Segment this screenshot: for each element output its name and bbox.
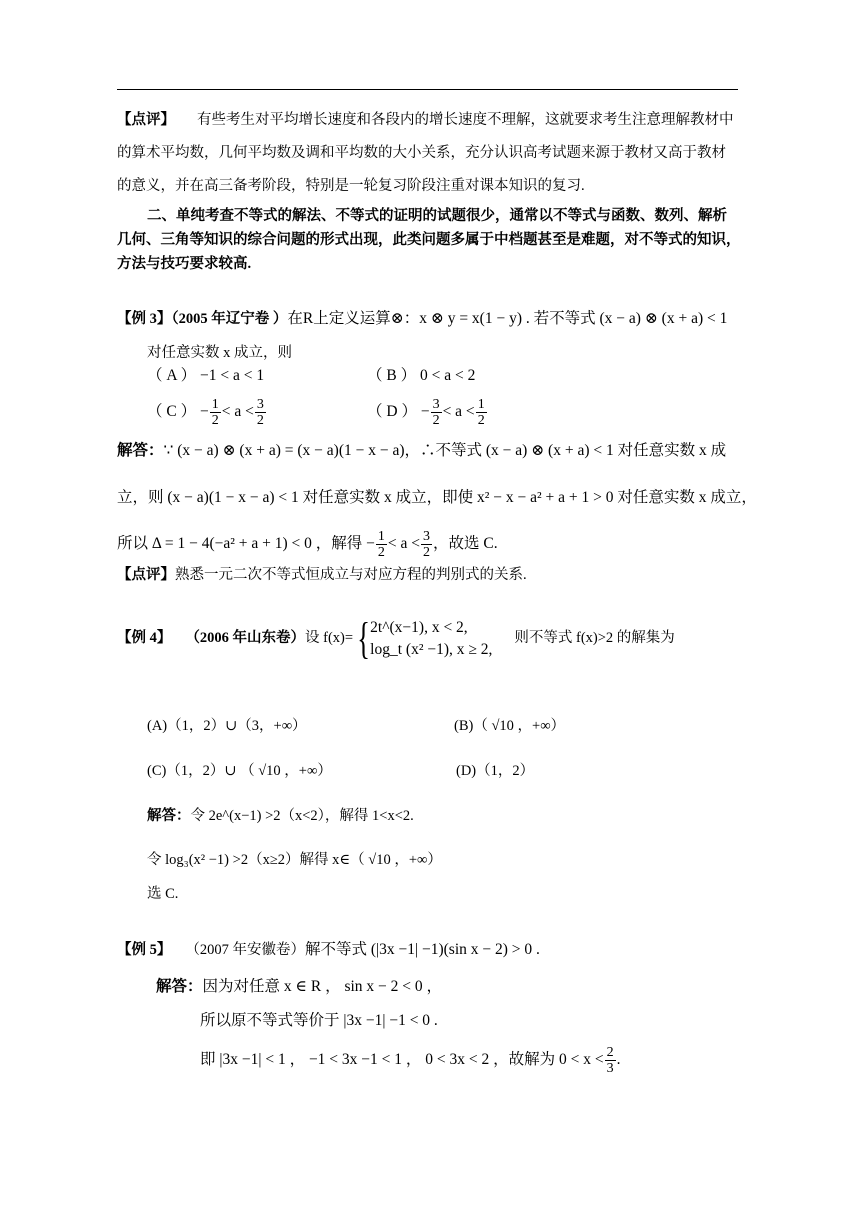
example-4-solution-line-2: 令 log₃(x² −1) >2（x≥2）解得 x∈（ √10 ，+∞） xyxy=(147,852,442,868)
example-4-solution-line-1: 解答：令 2e^(x−1) >2（x<2），解得 1<x<2. xyxy=(147,808,414,824)
option-b: （ B ） 0 < a < 2 xyxy=(367,367,476,384)
section-heading-line-1: 二、单纯考查不等式的解法、不等式的证明的试题很少，通常以不等式与函数、数列、解析 xyxy=(147,208,727,224)
example-5-solution-line-1: 解答：因为对任意 x ∈ R ， sin x − 2 < 0 ， xyxy=(156,978,443,995)
example-5-question: 【例 5】 （2007 年安徽卷）解不等式 (|3x −1| −1)(sin x − 2) > 0 . xyxy=(117,941,540,958)
example-3-question: 【例 3】（2005 年辽宁卷 ）在R上定义运算⊗：x ⊗ y = x(1 − y) . 若不等式 (x − a) ⊗ (x + a) < 1 xyxy=(117,310,728,327)
example-4-option-c: (C)（1，2）∪ （ √10 ，+∞） xyxy=(147,763,332,779)
example-3-question-line-2: 对任意实数 x 成立，则 xyxy=(147,345,292,361)
comment-tag: 【点评】 xyxy=(117,567,175,583)
example-4-question: 【例 4】 （2006 年山东卷）设 f(x)={ 2t^(x−1), x < 2, log_t (x² −1), x ≥ 2, 则不等式 f(x)>2 的解集为 xyxy=(117,613,675,663)
example-5-solution-line-3: 即 |3x −1| < 1 ， −1 < 3x −1 < 1 ， 0 < 3x < 2 ，故解为 0 < x < $\frac{2}{3}$ . xyxy=(200,1044,621,1076)
section-heading-line-3: 方法与技巧要求较高. xyxy=(117,256,252,272)
example-5-source: （2007 年安徽卷） xyxy=(185,942,305,958)
option-a: （ A ） −1 < a < 1 xyxy=(147,367,265,384)
example-4-option-a: (A)（1，2）∪（3，+∞） xyxy=(147,718,307,734)
example-3-solution-line-1: 解答：∵ (x − a) ⊗ (x + a) = (x − a)(1 − x − a)，∴不等式 (x − a) ⊗ (x + a) < 1 对任意实数 x 成 xyxy=(117,442,727,459)
comment-line-2: 的算术平均数，几何平均数及调和平均数的大小关系，充分认识高考试题来源于教材又高于教材 xyxy=(117,145,726,161)
header-rule xyxy=(117,89,738,90)
fraction: $\frac{3}{2}$ xyxy=(423,528,431,560)
comment-tag: 【点评】 xyxy=(117,112,175,128)
option-c: （ C ） − $\frac{1}{2}$ < a < $\frac{3}{2}$ xyxy=(147,396,264,428)
example-4-tag: 【例 4】 xyxy=(117,630,172,646)
example-4-option-b: (B)（ √10 ，+∞） xyxy=(454,718,566,734)
fraction: $\frac{3}{2}$ xyxy=(432,396,440,428)
example-3-solution-line-2: 立，则 (x − a)(1 − x − a) < 1 对任意实数 x 成立，即使 x² − x − a² + a + 1 > 0 对任意实数 x 成立， xyxy=(117,489,757,506)
section-heading-line-2: 几何、三角等知识的综合问题的形式出现，此类问题多属于中档题甚至是难题，对不等式的知识， xyxy=(117,232,741,248)
example-4-option-d: (D)（1，2） xyxy=(456,763,535,779)
solution-tag: 解答： xyxy=(117,442,164,459)
comment-line-3: 的意义，并在高三备考阶段，特别是一轮复习阶段注重对课本知识的复习. xyxy=(117,178,585,194)
solution-tag: 解答： xyxy=(156,978,203,995)
fraction: $\frac{2}{3}$ xyxy=(606,1044,614,1076)
example-4-solution-line-3: 选 C. xyxy=(147,886,179,902)
example-3-comment: 【点评】熟悉一元二次不等式恒成立与对应方程的判别式的关系. xyxy=(117,567,527,583)
example-5-tag: 【例 5】 xyxy=(117,942,172,958)
fraction: $\frac{1}{2}$ xyxy=(377,528,385,560)
example-4-source: （2006 年山东卷） xyxy=(185,630,305,646)
example-3-solution-line-3: 所以 Δ = 1 − 4(−a² + a + 1) < 0 ，解得 − $\frac{1}{2}$ < a < $\frac{3}{2}$ ，故选 C. xyxy=(117,528,498,560)
comment-line-1: 【点评】 有些考生对平均增长速度和各段内的增长速度不理解，这就要求考生注意理解教材中 xyxy=(117,112,734,128)
option-d: （ D ） − $\frac{3}{2}$ < a < $\frac{1}{2}$ xyxy=(367,396,485,428)
example-5-solution-line-2: 所以原不等式等价于 |3x −1| −1 < 0 . xyxy=(200,1012,438,1029)
fraction: $\frac{1}{2}$ xyxy=(211,396,219,428)
brace: { xyxy=(357,613,370,663)
example-3-tag: 【例 3】 xyxy=(117,311,172,327)
piecewise-cases: 2t^(x−1), x < 2, log_t (x² −1), x ≥ 2, xyxy=(370,618,493,658)
example-3-source: （2005 年辽宁卷 ） xyxy=(171,311,288,327)
fraction: $\frac{1}{2}$ xyxy=(477,396,485,428)
solution-tag: 解答： xyxy=(147,808,191,824)
fraction: $\frac{3}{2}$ xyxy=(256,396,264,428)
